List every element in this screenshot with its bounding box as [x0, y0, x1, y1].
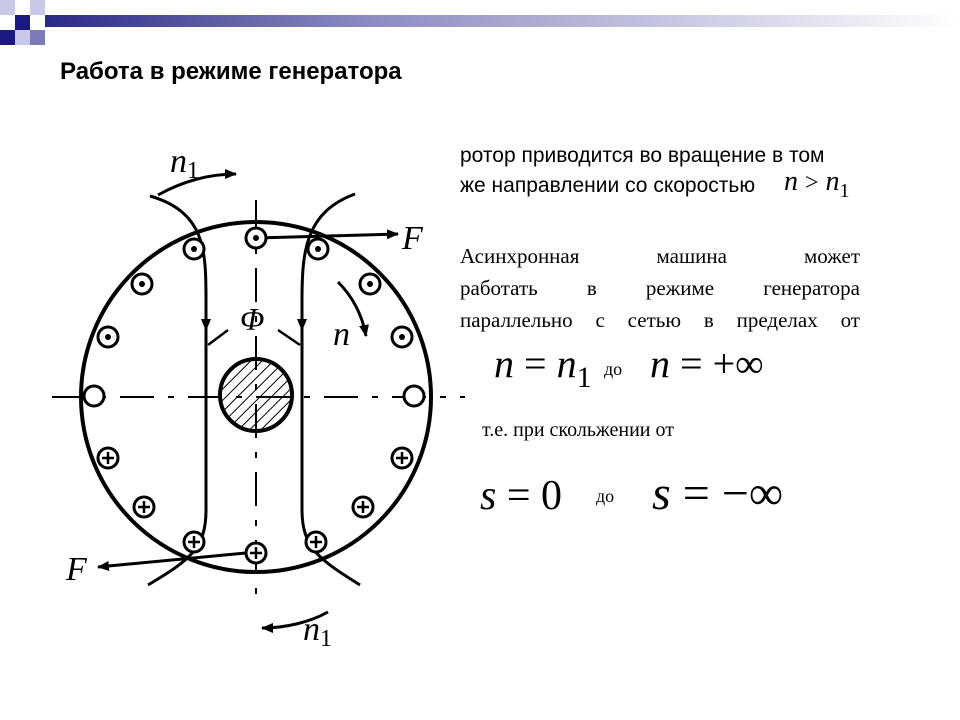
conductor-dot [360, 274, 380, 294]
label-F-top: F [402, 220, 423, 257]
slip-formula-start: s = 0 [480, 473, 563, 519]
paragraph-line: параллельно с сетью в пределах от [460, 308, 860, 332]
intro-line-1: ротор приводится во вращение в том [460, 144, 825, 167]
conductor-neutral [84, 386, 104, 406]
label-n1-bottom: n1 [303, 611, 332, 652]
conductor-dot [98, 327, 118, 347]
conductor-dot [132, 274, 152, 294]
conductor-plus [392, 448, 412, 468]
conductor-plus [306, 532, 326, 552]
range-formula-end: n = +∞ [650, 341, 764, 386]
intro-line-2: же направлении со скоростью [460, 174, 756, 197]
to-label-2: до [596, 486, 615, 506]
label-n-rotor: n [333, 316, 350, 353]
conductor-dot [246, 228, 266, 248]
to-label-1: до [604, 359, 623, 379]
slip-formula-end: s = −∞ [652, 467, 784, 520]
paragraph-generator-mode [460, 240, 860, 336]
label-F-bottom: F [66, 551, 87, 588]
paragraph-line: Асинхронная машина может [460, 244, 860, 268]
conductor-dot [308, 239, 328, 259]
conductor-dot [392, 327, 412, 347]
phi-stroke-right [278, 330, 300, 345]
conductor-dot [184, 239, 204, 259]
conductor-plus [353, 497, 373, 517]
paragraph-line: работать в режиме генератора [460, 276, 860, 300]
label-n1-top: n1 [170, 143, 199, 184]
slide-title: Работа в режиме генератора [60, 58, 402, 85]
shaft [220, 359, 292, 431]
conductor-plus [246, 543, 266, 563]
force-arrow-top [256, 234, 398, 238]
conductor-plus [98, 448, 118, 468]
slip-intro: т.е. при скольжении от [482, 419, 674, 441]
conductor-neutral [404, 386, 424, 406]
range-formula-start: $n = n_1$ [494, 341, 592, 394]
conductor-plus [134, 497, 154, 517]
intro-formula: $n > n_1$ [784, 166, 850, 202]
label-phi: Φ [240, 301, 265, 337]
conductor-plus [184, 532, 204, 552]
phi-stroke-left [208, 330, 228, 345]
